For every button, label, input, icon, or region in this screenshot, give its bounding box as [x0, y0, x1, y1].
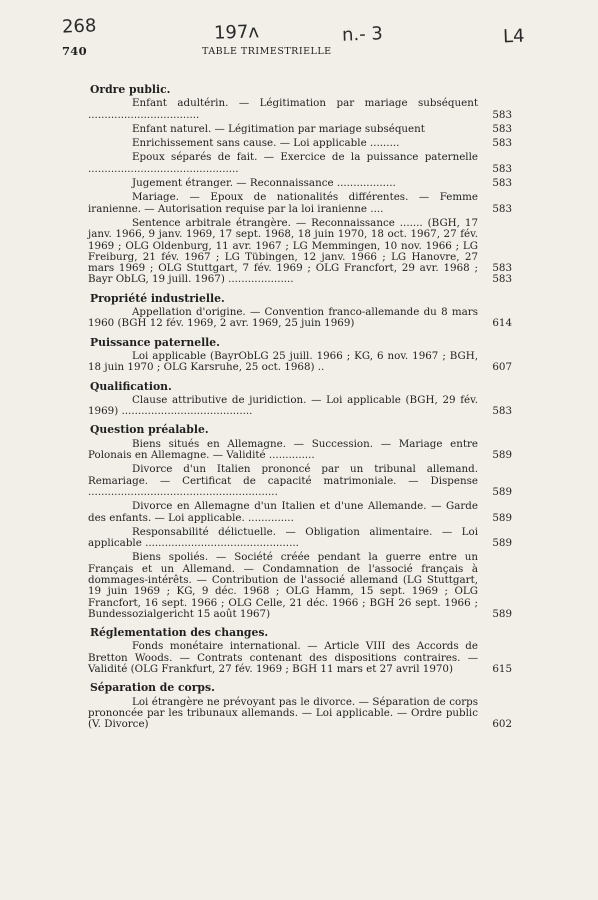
section-title: Propriété industrielle.: [90, 291, 225, 305]
index-entry: [88, 98, 512, 121]
entry-text: Loi applicable (BayrObLG 25 juill. 1966 ; KG, 6 nov. 1967 ; BGH, 18 juin 1970 ; OLG Karsruhe, 25 oct. 1968) ..: [88, 349, 478, 374]
entry-page-number: 583: [492, 162, 512, 175]
index-entry: [88, 697, 512, 731]
entry-text: Mariage. — Epoux de nationalités différentes. — Femme iranienne. — Autorisation requise par la loi iranienne ....: [88, 191, 478, 215]
section-title: Qualification.: [90, 379, 172, 393]
handwritten-note: 268: [61, 15, 97, 38]
index-entry: [88, 527, 512, 550]
entry-text: Loi étrangère ne prévoyant pas le divorce. — Séparation de corps prononcée par les tribunaux allemands. — Loi applicable. — Ordre public (V. Divorce): [88, 695, 478, 731]
entry-text: Clause attributive de juridiction. — Loi applicable (BGH, 29 fév. 1969) ........................................: [88, 393, 478, 418]
index-section: [88, 84, 512, 286]
entry-page-number: 583: [492, 122, 512, 135]
handwritten-note: L4: [502, 25, 525, 48]
index-entry: [88, 552, 512, 620]
index-section: [88, 293, 512, 330]
entry-page-number: 607: [492, 361, 512, 374]
entry-page-number: 583: [492, 202, 512, 215]
entry-text: Divorce d'un Italien prononcé par un tribunal allemand. Remariage. — Certificat de capacité matrimoniale. — Dispense ..........................................................: [88, 463, 478, 498]
entry-page-number: 589: [492, 449, 512, 462]
entry-page-number: 583: [492, 108, 512, 121]
entry-page-number: 589: [492, 485, 512, 498]
index-content: [88, 84, 512, 738]
entry-text: Appellation d'origine. — Convention franco-allemande du 8 mars 1960 (BGH 12 fév. 1969, 2 avr. 1969, 25 juin 1969): [88, 306, 478, 330]
index-entry: [88, 178, 512, 189]
index-entry: [88, 501, 512, 524]
entry-text: Enrichissement sans cause. — Loi applicable .........: [132, 137, 400, 150]
index-entry: [88, 395, 512, 418]
page-number: 740: [62, 44, 87, 58]
entry-text: Enfant naturel. — Légitimation par mariage subséquent: [132, 122, 425, 135]
entry-page-number: 614: [492, 317, 512, 330]
entry-page-number: 602: [492, 718, 512, 731]
entry-text: Fonds monétaire international. — Article VIII des Accords de Bretton Woods. — Contrats contenant des dispositions contraires. — Validité (OLG Frankfurt, 27 fév. 1969 ; BGH 11 mars et 27 avril 1970): [88, 640, 478, 676]
entry-text: Jugement étranger. — Reconnaissance ..................: [132, 177, 396, 190]
section-title: Séparation de corps.: [90, 681, 215, 695]
index-section: [88, 682, 512, 730]
handwritten-note: n.- 3: [341, 23, 384, 46]
section-title: Réglementation des changes.: [90, 626, 269, 640]
entry-text: Responsabilité délictuelle. — Obligation alimentaire. — Loi applicable ...............................................: [88, 525, 478, 550]
index-entry: [88, 152, 512, 175]
index-entry: [88, 464, 512, 498]
entry-page-number: 615: [492, 663, 512, 676]
entry-page-number: 583: [492, 137, 512, 150]
entry-page-number: 589: [492, 537, 512, 550]
index-entry: [88, 307, 512, 330]
section-title: Puissance paternelle.: [90, 335, 220, 349]
index-entry: [88, 439, 512, 462]
entry-text: Divorce en Allemagne d'un Italien et d'une Allemande. — Garde des enfants. — Loi applicable. ..............: [88, 500, 478, 524]
index-entry: [88, 218, 512, 286]
entry-page-number: 583: [492, 405, 512, 418]
index-entry: [88, 192, 512, 215]
entry-page-number: 583: [492, 177, 512, 190]
index-section: [88, 337, 512, 374]
entry-text: Sentence arbitrale étrangère. — Reconnaissance ....... (BGH, 17 janv. 1966, 9 janv. 1969, 17 sept. 1968, 18 juin 1970, 18 oct. 1967, 27 fév. 1969 ; OLG Oldenburg, 11 avr. 1967 ; LG Memmingen, 10 nov. 1966 ; LG Freiburg, 21 fév. 1967 ; LG Tübingen, 12 janv. 1966 ; LG Hanovre, 27 mars 1969 ; OLG Stuttgart, 7 fév. 1969 ; OLG Francfort, 29 avr. 1968 ; Bayr ObLG, 19 juill. 1967) ....................: [88, 216, 478, 286]
running-title: TABLE TRIMESTRIELLE: [202, 46, 332, 57]
entry-page-number: 589: [492, 511, 512, 524]
entry-text: Enfant adultérin. — Légitimation par mariage subséquent ..................................: [88, 97, 478, 121]
index-section: [88, 627, 512, 675]
index-section: [88, 381, 512, 418]
index-entry: [88, 124, 512, 135]
entry-page-number: 589: [492, 607, 512, 620]
entry-text: Biens situés en Allemagne. — Succession. — Mariage entre Polonais en Allemagne. — Validité ..............: [88, 437, 478, 462]
index-entry: [88, 641, 512, 675]
entry-text: Epoux séparés de fait. — Exercice de la puissance paternelle ..............................................: [88, 151, 478, 175]
entry-page-number: 583 583: [492, 262, 512, 286]
handwritten-note: 197ʌ: [213, 21, 260, 44]
section-title: Ordre public.: [90, 83, 171, 96]
index-entry: [88, 138, 512, 149]
entry-text: Biens spoliés. — Société créée pendant la guerre entre un Français et un Allemand. — Condamnation de l'associé français à dommages-intérêts. — Contribution de l'associé allemand (LG Stuttgart, 19 juin 1969 ; KG, 9 déc. 1968 ; OLG Hamm, 15 sept. 1969 ; OLG Francfort, 16 sept. 1966 ; OLG Celle, 21 déc. 1966 ; BGH 26 sept. 1966 ; Bundessozialgericht 15 août 1967): [88, 551, 478, 620]
section-title: Question préalable.: [90, 423, 209, 437]
index-entry: [88, 351, 512, 374]
index-section: [88, 424, 512, 620]
